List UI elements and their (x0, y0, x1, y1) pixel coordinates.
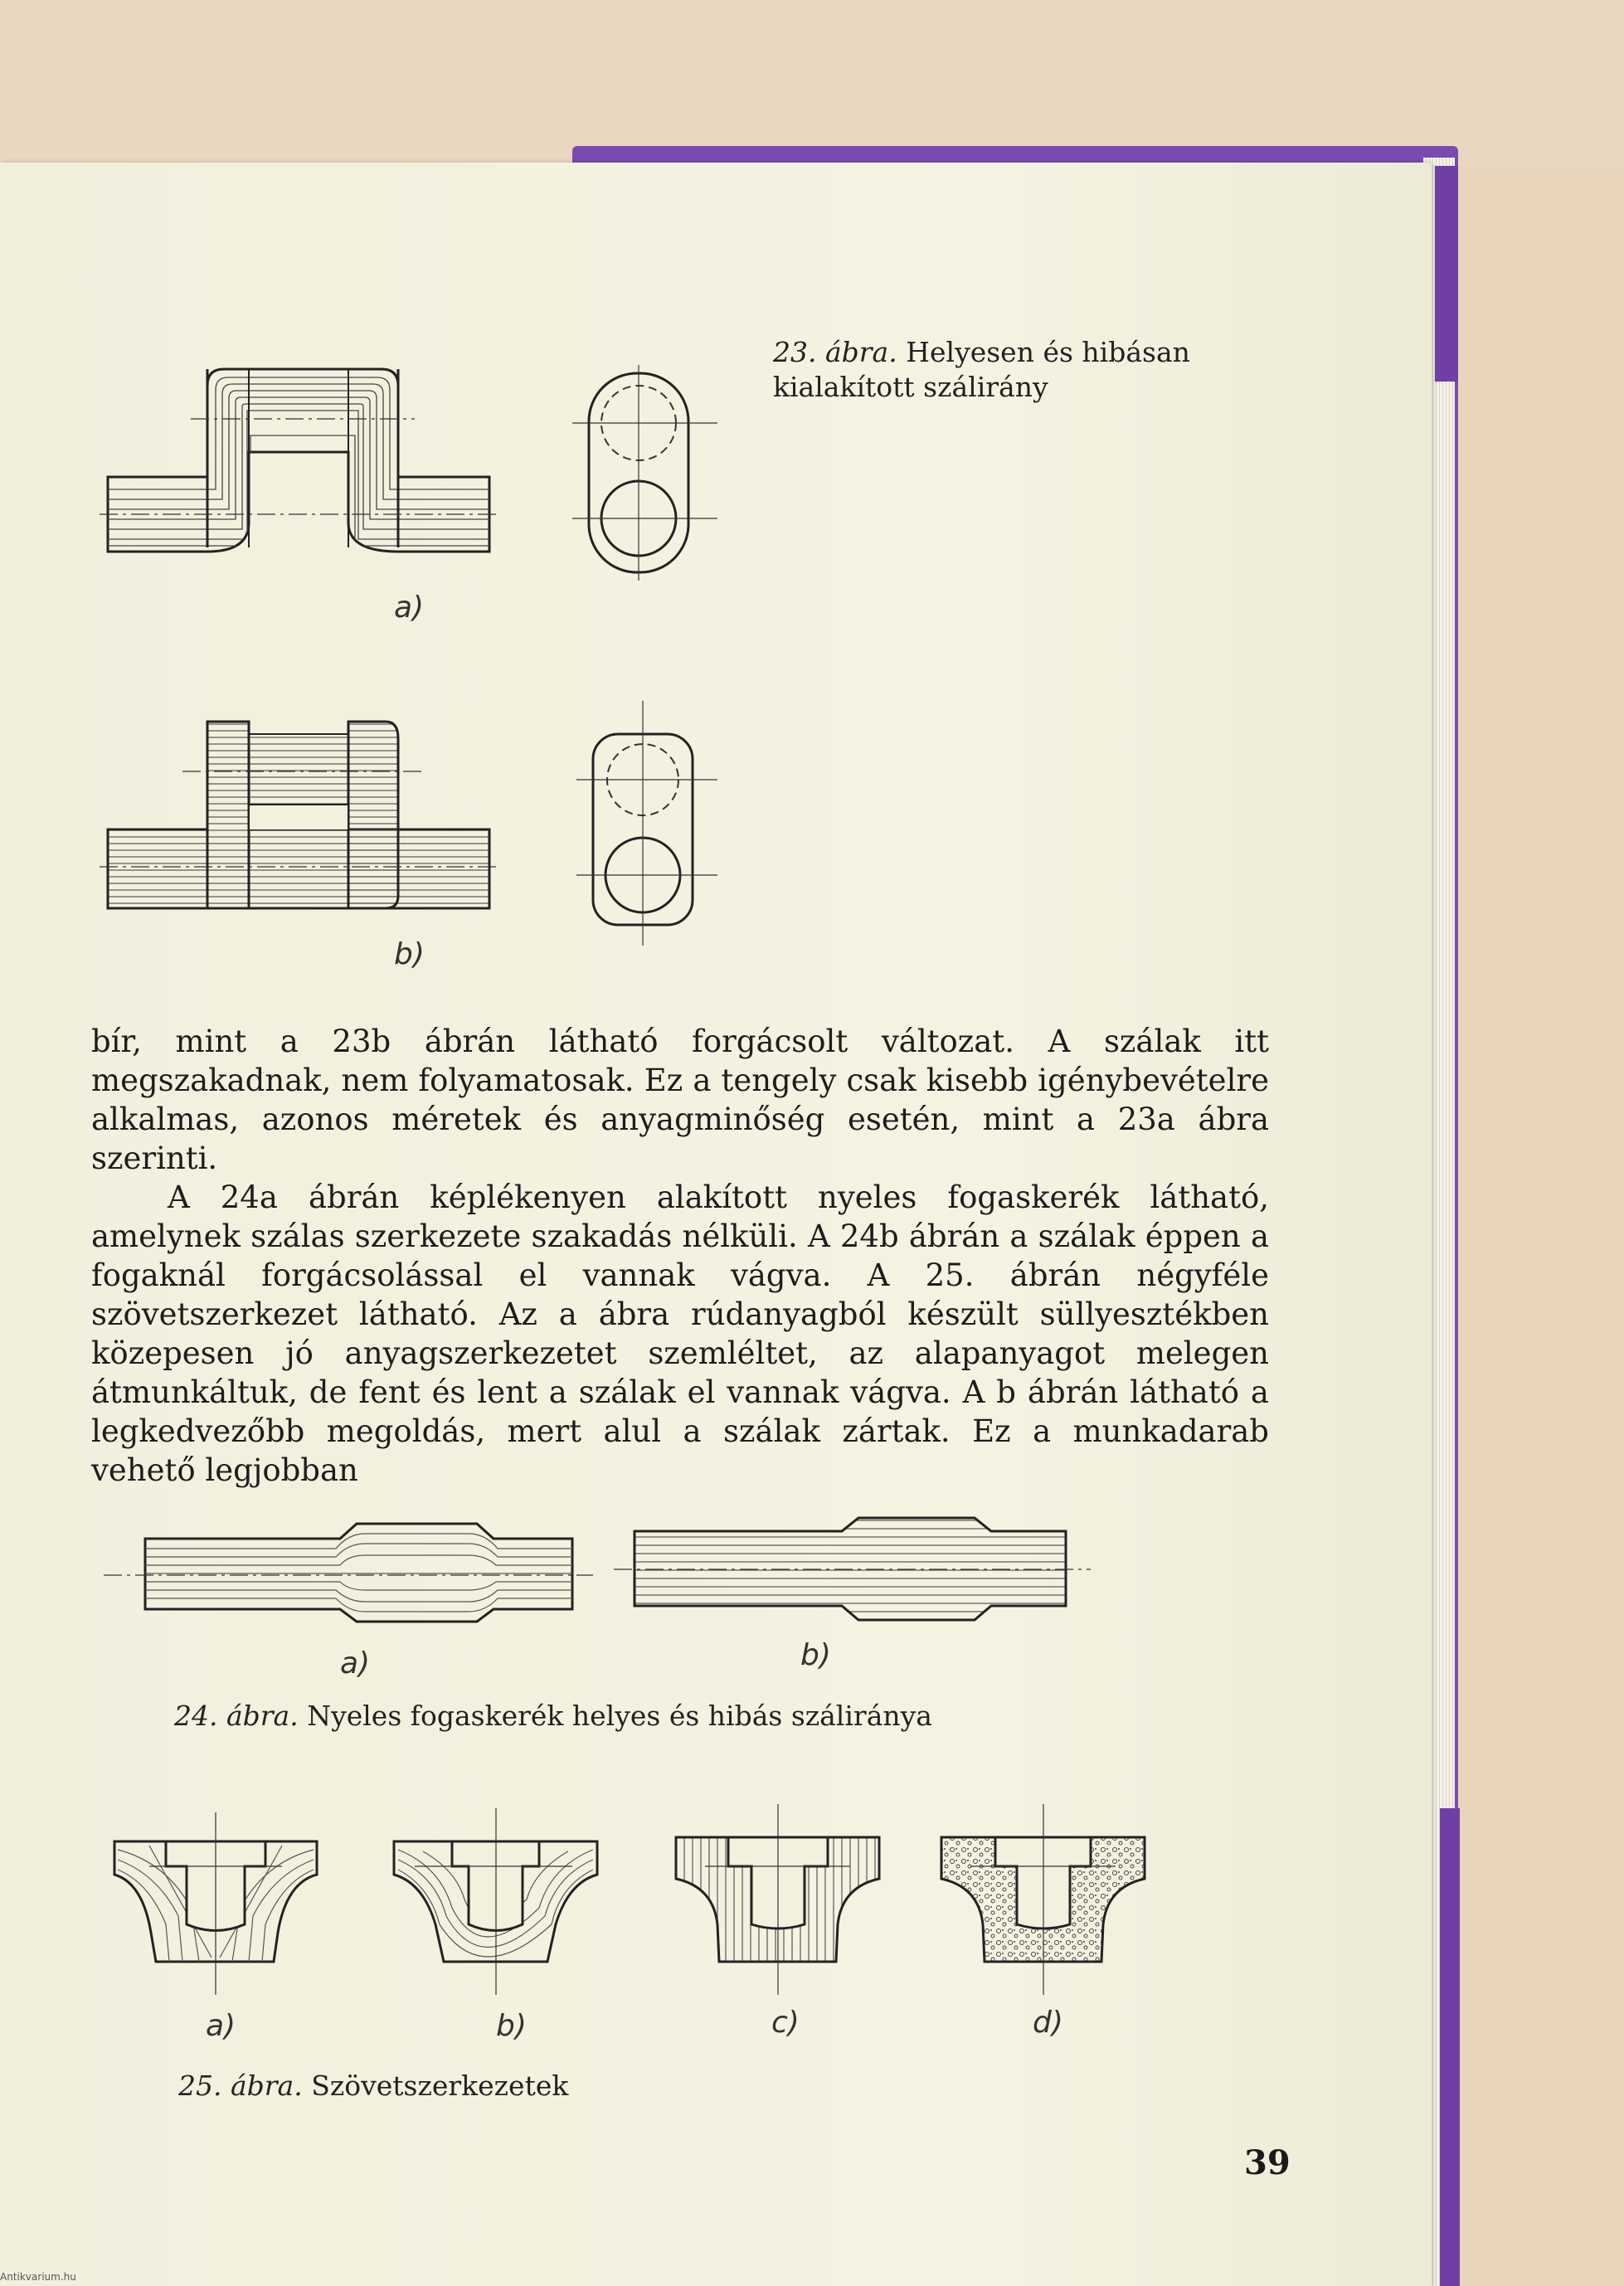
figure-24a-drawing (100, 1505, 597, 1630)
figure-23a-drawing (100, 357, 730, 581)
figure-25c-shape (676, 1804, 879, 1995)
page-number: 39 (1244, 2143, 1291, 2182)
figure-25a-shape (114, 1812, 317, 1995)
figure-24-caption (174, 1699, 1004, 1734)
figure-25-caption-number: 25. ábra. (178, 2070, 303, 2102)
figure-24-caption-text: Nyeles fogaskerék helyes és hibás száliránya (298, 1700, 932, 1732)
figure-23-caption-number: 23. ábra. (773, 336, 897, 368)
figure-25d-label: d) (1033, 2006, 1063, 2040)
watermark: Antikvarium.hu (0, 2271, 76, 2283)
figure-23a-label: a) (394, 591, 425, 625)
figure-24b-label: b) (800, 1638, 831, 1672)
cover-edge-top (1435, 166, 1458, 382)
figure-24-caption-number: 24. ábra. (174, 1700, 299, 1732)
figure-23-caption (773, 335, 1204, 405)
figure-23b-drawing (100, 701, 730, 950)
figure-25-caption (178, 2069, 842, 2104)
body-text (91, 1022, 1269, 1490)
figure-23b-label: b) (394, 937, 425, 971)
figure-25-caption-text: Szövetszerkezetek (302, 2070, 569, 2102)
figure-25d-shape (941, 1804, 1145, 1995)
figure-23-caption-text: Helyesen és hibásan kialakított szálirány (773, 336, 1190, 403)
figure-24a-label: a) (340, 1646, 371, 1680)
figure-25b-label: b) (496, 2009, 527, 2043)
figure-25-drawing (100, 1800, 1178, 2007)
paragraph-1: bír, mint a 23b ábrán látható forgácsolt változat. A szálak itt megszakadnak, nem folyamatosak. Ez a tengely csak kisebb igénybevételre alkalmas, azonos méretek és anyagminőség esetén, mint a 23a ábra szerinti. (91, 1024, 1269, 1176)
figure-25c-label: c) (771, 2006, 800, 2040)
figure-25a-label: a) (206, 2009, 236, 2043)
figure-24b-drawing (614, 1500, 1095, 1632)
figure-25b-shape (394, 1808, 597, 1995)
table-surface (0, 0, 1624, 166)
paragraph-2: A 24a ábrán képlékenyen alakított nyeles fogaskerék látható, amelynek szálas szerkezete szakadás nélküli. A 24b ábrán a szálak éppen a fogaknál forgácsolással el vannak vágva. A 25. ábrán négyféle szövetszerkezet látható. Az a ábra rúdanyagból készült süllyesztékben közepesen jó anyagszerkezetet szemléltet, az alapanyagot melegen átmunkáltuk, de fent és lent a szálak el vannak vágva. A b ábrán látható a legkedvezőbb megoldás, mert alul a szálak zártak. Ez a munkadarab vehető legjobban (91, 1179, 1269, 1488)
cover-edge-bottom (1440, 1808, 1460, 2286)
